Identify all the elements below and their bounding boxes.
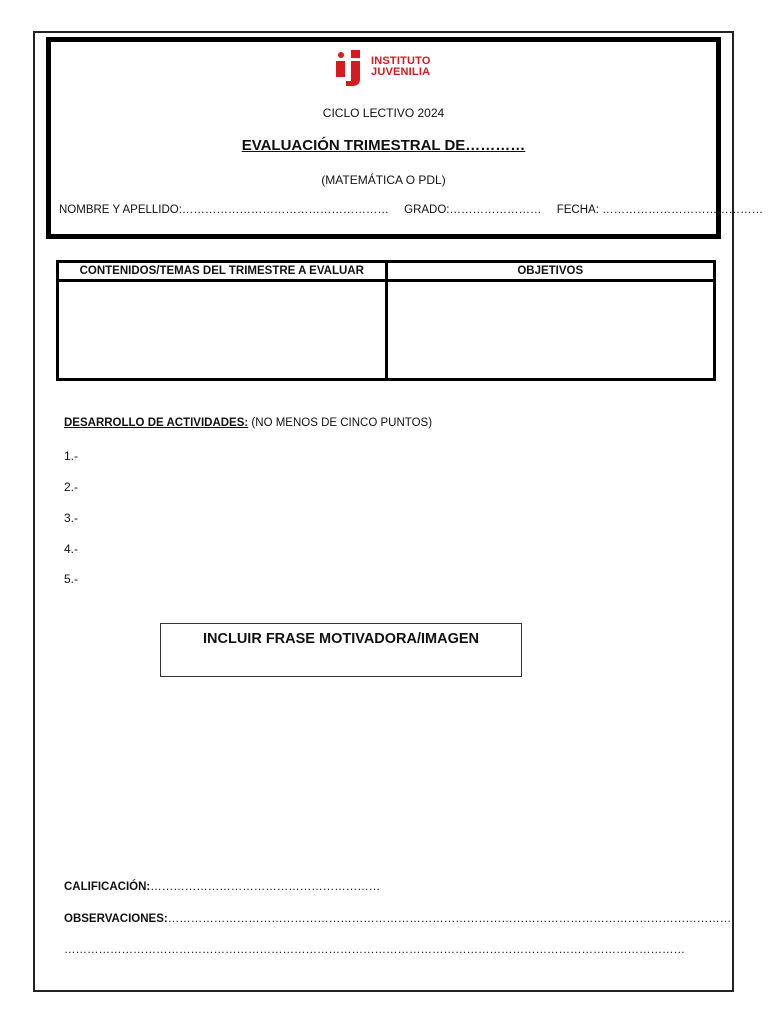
- activity-item: 5.-: [64, 572, 79, 586]
- objectives-header: OBJETIVOS: [386, 262, 715, 281]
- activity-item: 3.-: [64, 511, 79, 525]
- student-fields: [59, 204, 768, 216]
- observations-extra-line[interactable]: ………………………………………………………………………………………………………………………………………………: [64, 944, 685, 956]
- evaluation-title: EVALUACIÓN TRIMESTRAL DE…………: [241, 137, 526, 154]
- development-heading: [64, 417, 432, 429]
- development-note: (NO MENOS DE CINCO PUNTOS): [248, 417, 433, 429]
- grade-line: [64, 881, 380, 893]
- logo-text: [371, 56, 431, 78]
- contents-cell[interactable]: [58, 281, 387, 380]
- ciclo-lectivo: CICLO LECTIVO 2024: [322, 106, 445, 120]
- ij-logo-mark: [332, 48, 368, 88]
- grade-label: CALIFICACIÓN:: [64, 881, 151, 893]
- logo-line1: INSTITUTO: [371, 55, 431, 67]
- contents-header: CONTENIDOS/TEMAS DEL TRIMESTRE A EVALUAR: [58, 262, 387, 281]
- activity-item: 4.-: [64, 542, 79, 556]
- topics-table: [56, 260, 716, 381]
- logo-line2: JUVENILIA: [371, 66, 431, 78]
- development-label: DESARROLLO DE ACTIVIDADES:: [64, 417, 249, 429]
- date-field[interactable]: FECHA: ……………………………………: [556, 204, 764, 216]
- institute-logo: [332, 48, 442, 88]
- grade-field[interactable]: GRADO:……………………: [404, 204, 542, 216]
- observations-line: [64, 913, 731, 925]
- observations-dots[interactable]: …………………………………………………………………………………………………………………………………: [167, 913, 732, 925]
- motivational-phrase-box: INCLUIR FRASE MOTIVADORA/IMAGEN: [160, 623, 522, 677]
- name-field[interactable]: NOMBRE Y APELLIDO:………………………………………………: [59, 204, 389, 216]
- objectives-cell[interactable]: [386, 281, 715, 380]
- subject-note: (MATEMÁTICA O PDL): [321, 173, 446, 187]
- observations-label: OBSERVACIONES:: [64, 913, 168, 925]
- activity-item: 2.-: [64, 480, 79, 494]
- activity-item: 1.-: [64, 449, 79, 463]
- grade-dots[interactable]: ……………………………………………………: [150, 881, 381, 893]
